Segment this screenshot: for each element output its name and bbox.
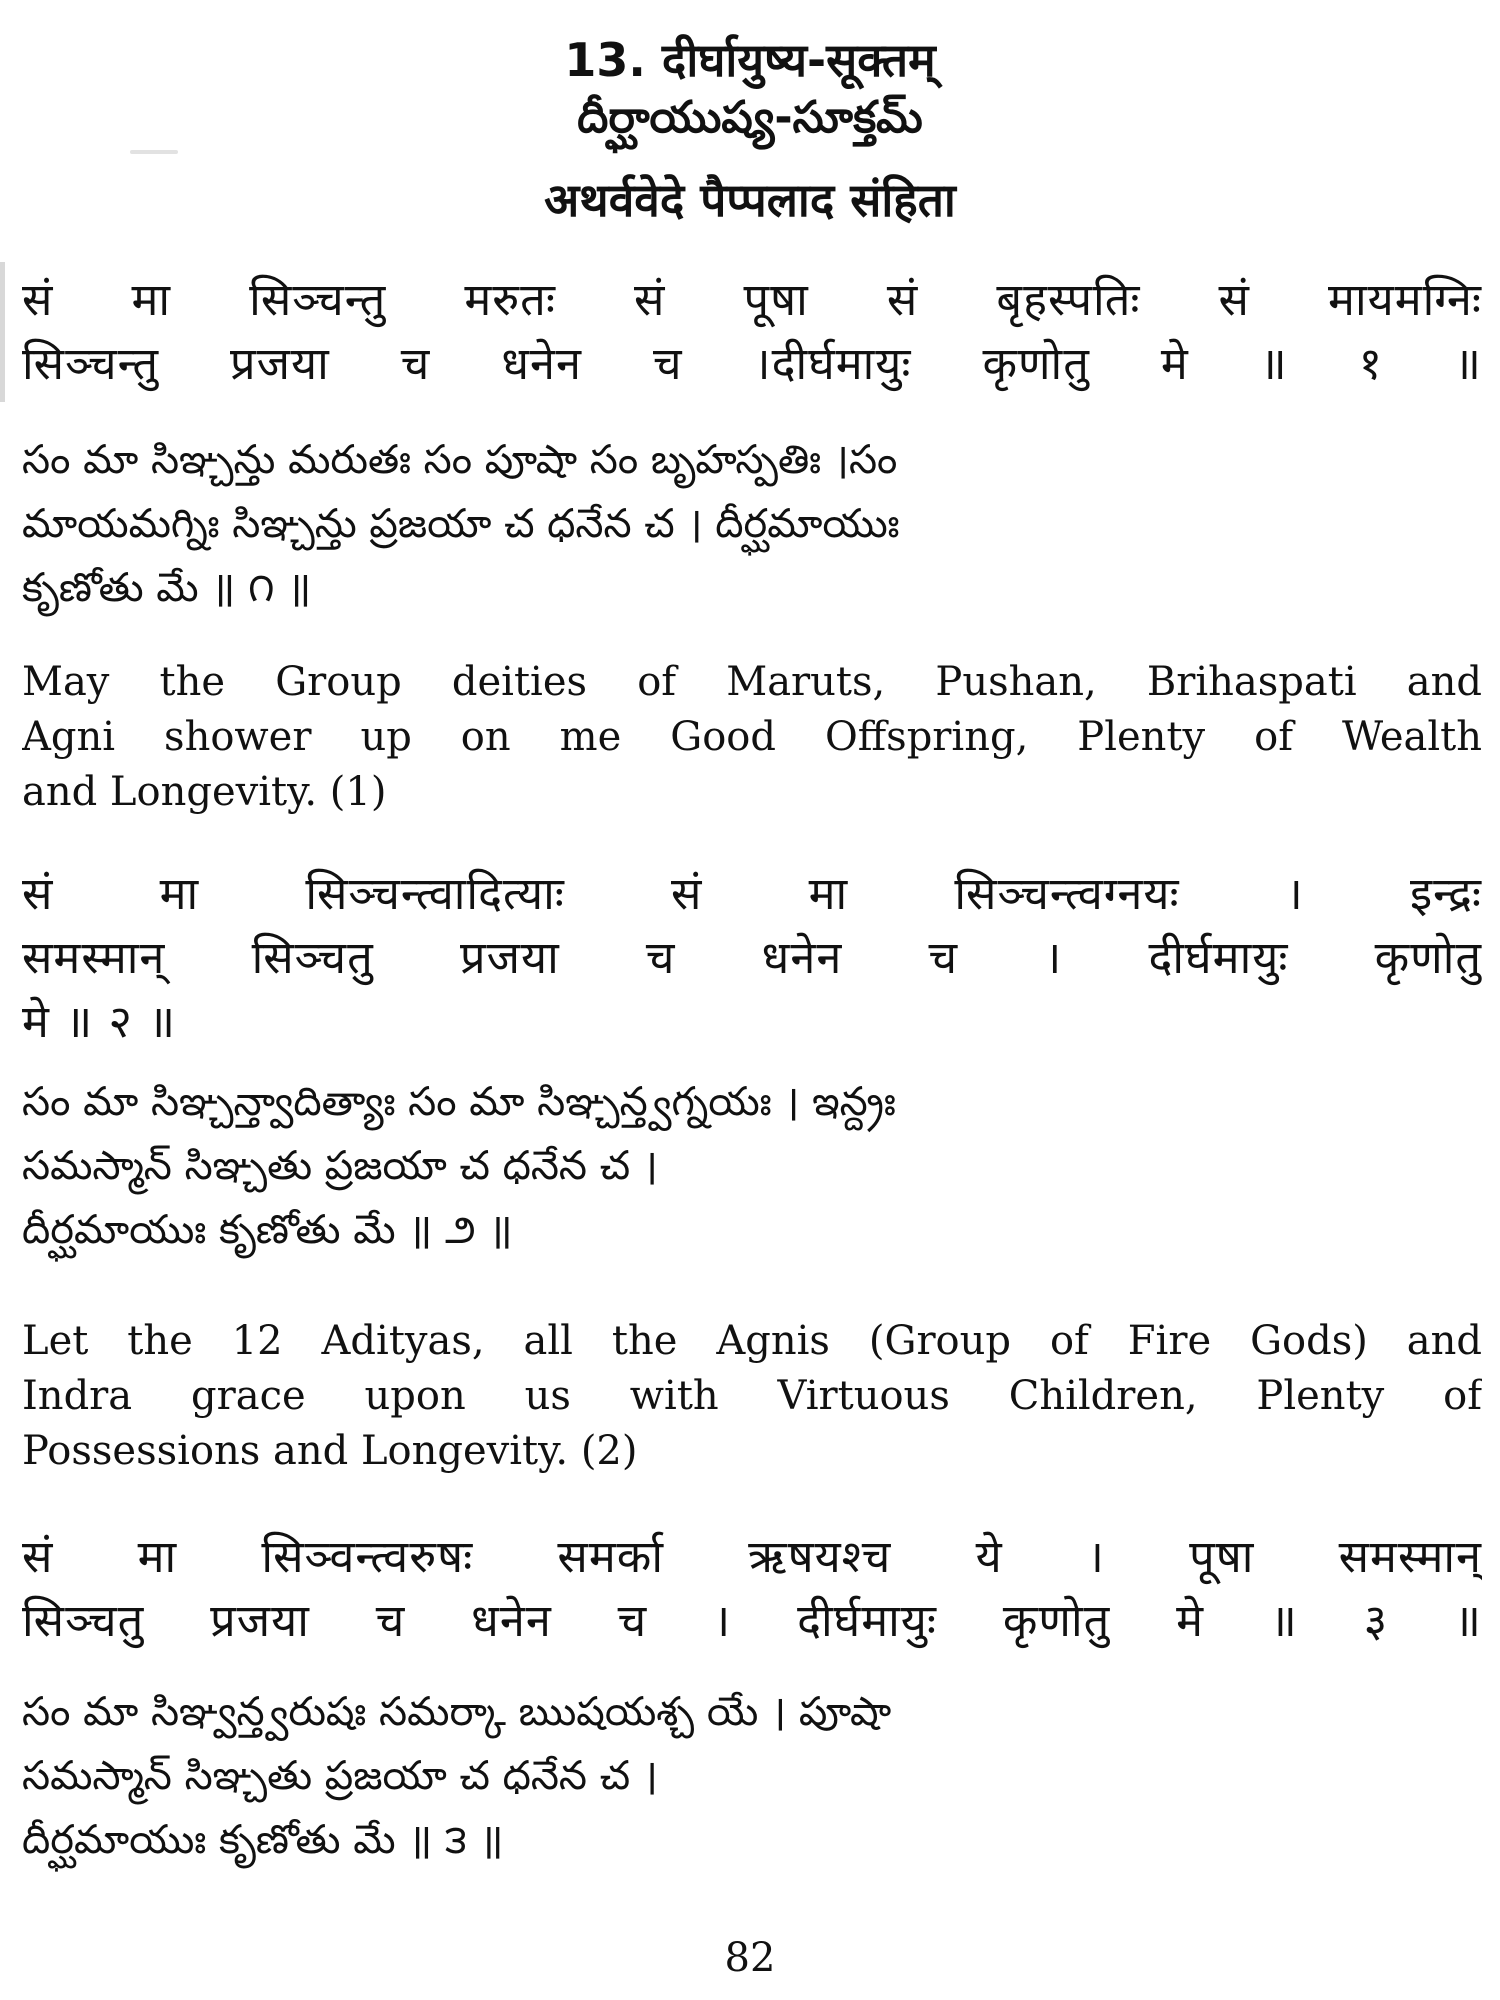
scan-edge-shadow bbox=[0, 262, 5, 402]
verse-line: సం మా సిఞ్చన్తు మరుతః సం పూషా సం బృహస్పతిః ।సం bbox=[22, 437, 898, 483]
translation-line: Possessions and Longevity. (2) bbox=[22, 1428, 638, 1474]
verse-line: सं मा सिञ्चन्तु मरुतः सं पूषा सं बृहस्पतिः सं मायमग्निः bbox=[22, 273, 1482, 326]
translation-line: Agni shower up on me Good Offspring, Plenty of Wealth bbox=[22, 714, 1482, 760]
page-title-telugu: దీర్ఘాయుష్య-సూక్తమ్ bbox=[577, 92, 923, 143]
verse-1-telugu bbox=[22, 428, 1482, 620]
page-subtitle: अथर्ववेदे पैप्पलाद संहिता bbox=[544, 173, 956, 227]
verse-2-devanagari bbox=[22, 862, 1482, 1054]
verse-line: సం మా సిఞ్చన్త్వాదిత్యాః సం మా సిఞ్చన్త్వగ్నయః । ఇన్ద్రః bbox=[22, 1079, 896, 1125]
verse-line: సమస్మాన్ సిఞ్చతు ప్రజయా చ ధనేన చ । bbox=[22, 1753, 658, 1799]
translation-line: Indra grace upon us with Virtuous Children, Plenty of bbox=[22, 1373, 1482, 1419]
translation-line: May the Group deities of Maruts, Pushan, Brihaspati and bbox=[22, 659, 1482, 705]
page-number: 82 bbox=[724, 1935, 776, 1981]
verse-3-telugu bbox=[22, 1680, 1482, 1872]
translation-line: and Longevity. (1) bbox=[22, 769, 387, 815]
verse-line: सिञ्चन्तु प्रजया च धनेन च ।दीर्घमायुः कृणोतु मे ॥ १ ॥ bbox=[22, 337, 1482, 390]
verse-2-translation bbox=[22, 1314, 1482, 1479]
verse-line: मे ॥ २ ॥ bbox=[22, 995, 177, 1048]
verse-line: దీర్ఘమాయుః కృణోతు మే ॥ ౨ ॥ bbox=[22, 1207, 513, 1253]
verse-line: సం మా సిఞ్వన్త్వరుషః సమర్కా ఋషయశ్చ యే । పూషా bbox=[22, 1689, 892, 1735]
verse-line: सिञ्चतु प्रजया च धनेन च । दीर्घमायुः कृणोतु मे ॥ ३ ॥ bbox=[22, 1594, 1482, 1647]
verse-line: దీర్ఘమాయుః కృణోతు మే ॥ ౩ ॥ bbox=[22, 1817, 504, 1863]
verse-line: మాయమగ్నిః సిఞ్చన్తు ప్రజయా చ ధనేన చ । దీర్ఘమాయుః bbox=[22, 501, 900, 547]
verse-1-translation bbox=[22, 655, 1482, 820]
verse-line: सं मा सिञ्चन्त्वादित्याः सं मा सिञ्चन्त्वग्नयः । इन्द्रः bbox=[22, 867, 1482, 920]
verse-line: సమస్మాన్ సిఞ్చతు ప్రజయా చ ధనేన చ । bbox=[22, 1143, 658, 1189]
translation-line: Let the 12 Adityas, all the Agnis (Group of Fire Gods) and bbox=[22, 1318, 1482, 1364]
verse-line: सं मा सिञ्वन्त्वरुषः समर्का ऋषयश्च ये । पूषा समस्मान् bbox=[22, 1530, 1482, 1583]
verse-3-devanagari bbox=[22, 1525, 1482, 1653]
verse-2-telugu bbox=[22, 1070, 1482, 1262]
page-title-devanagari: 13. दीर्घायुष्य-सूक्तम् bbox=[564, 33, 936, 87]
verse-line: కృణోతు మే ॥ ౧ ॥ bbox=[22, 565, 312, 611]
verse-1-devanagari bbox=[22, 268, 1482, 396]
verse-line: समस्मान् सिञ्चतु प्रजया च धनेन च । दीर्घमायुः कृणोतु bbox=[22, 931, 1482, 984]
